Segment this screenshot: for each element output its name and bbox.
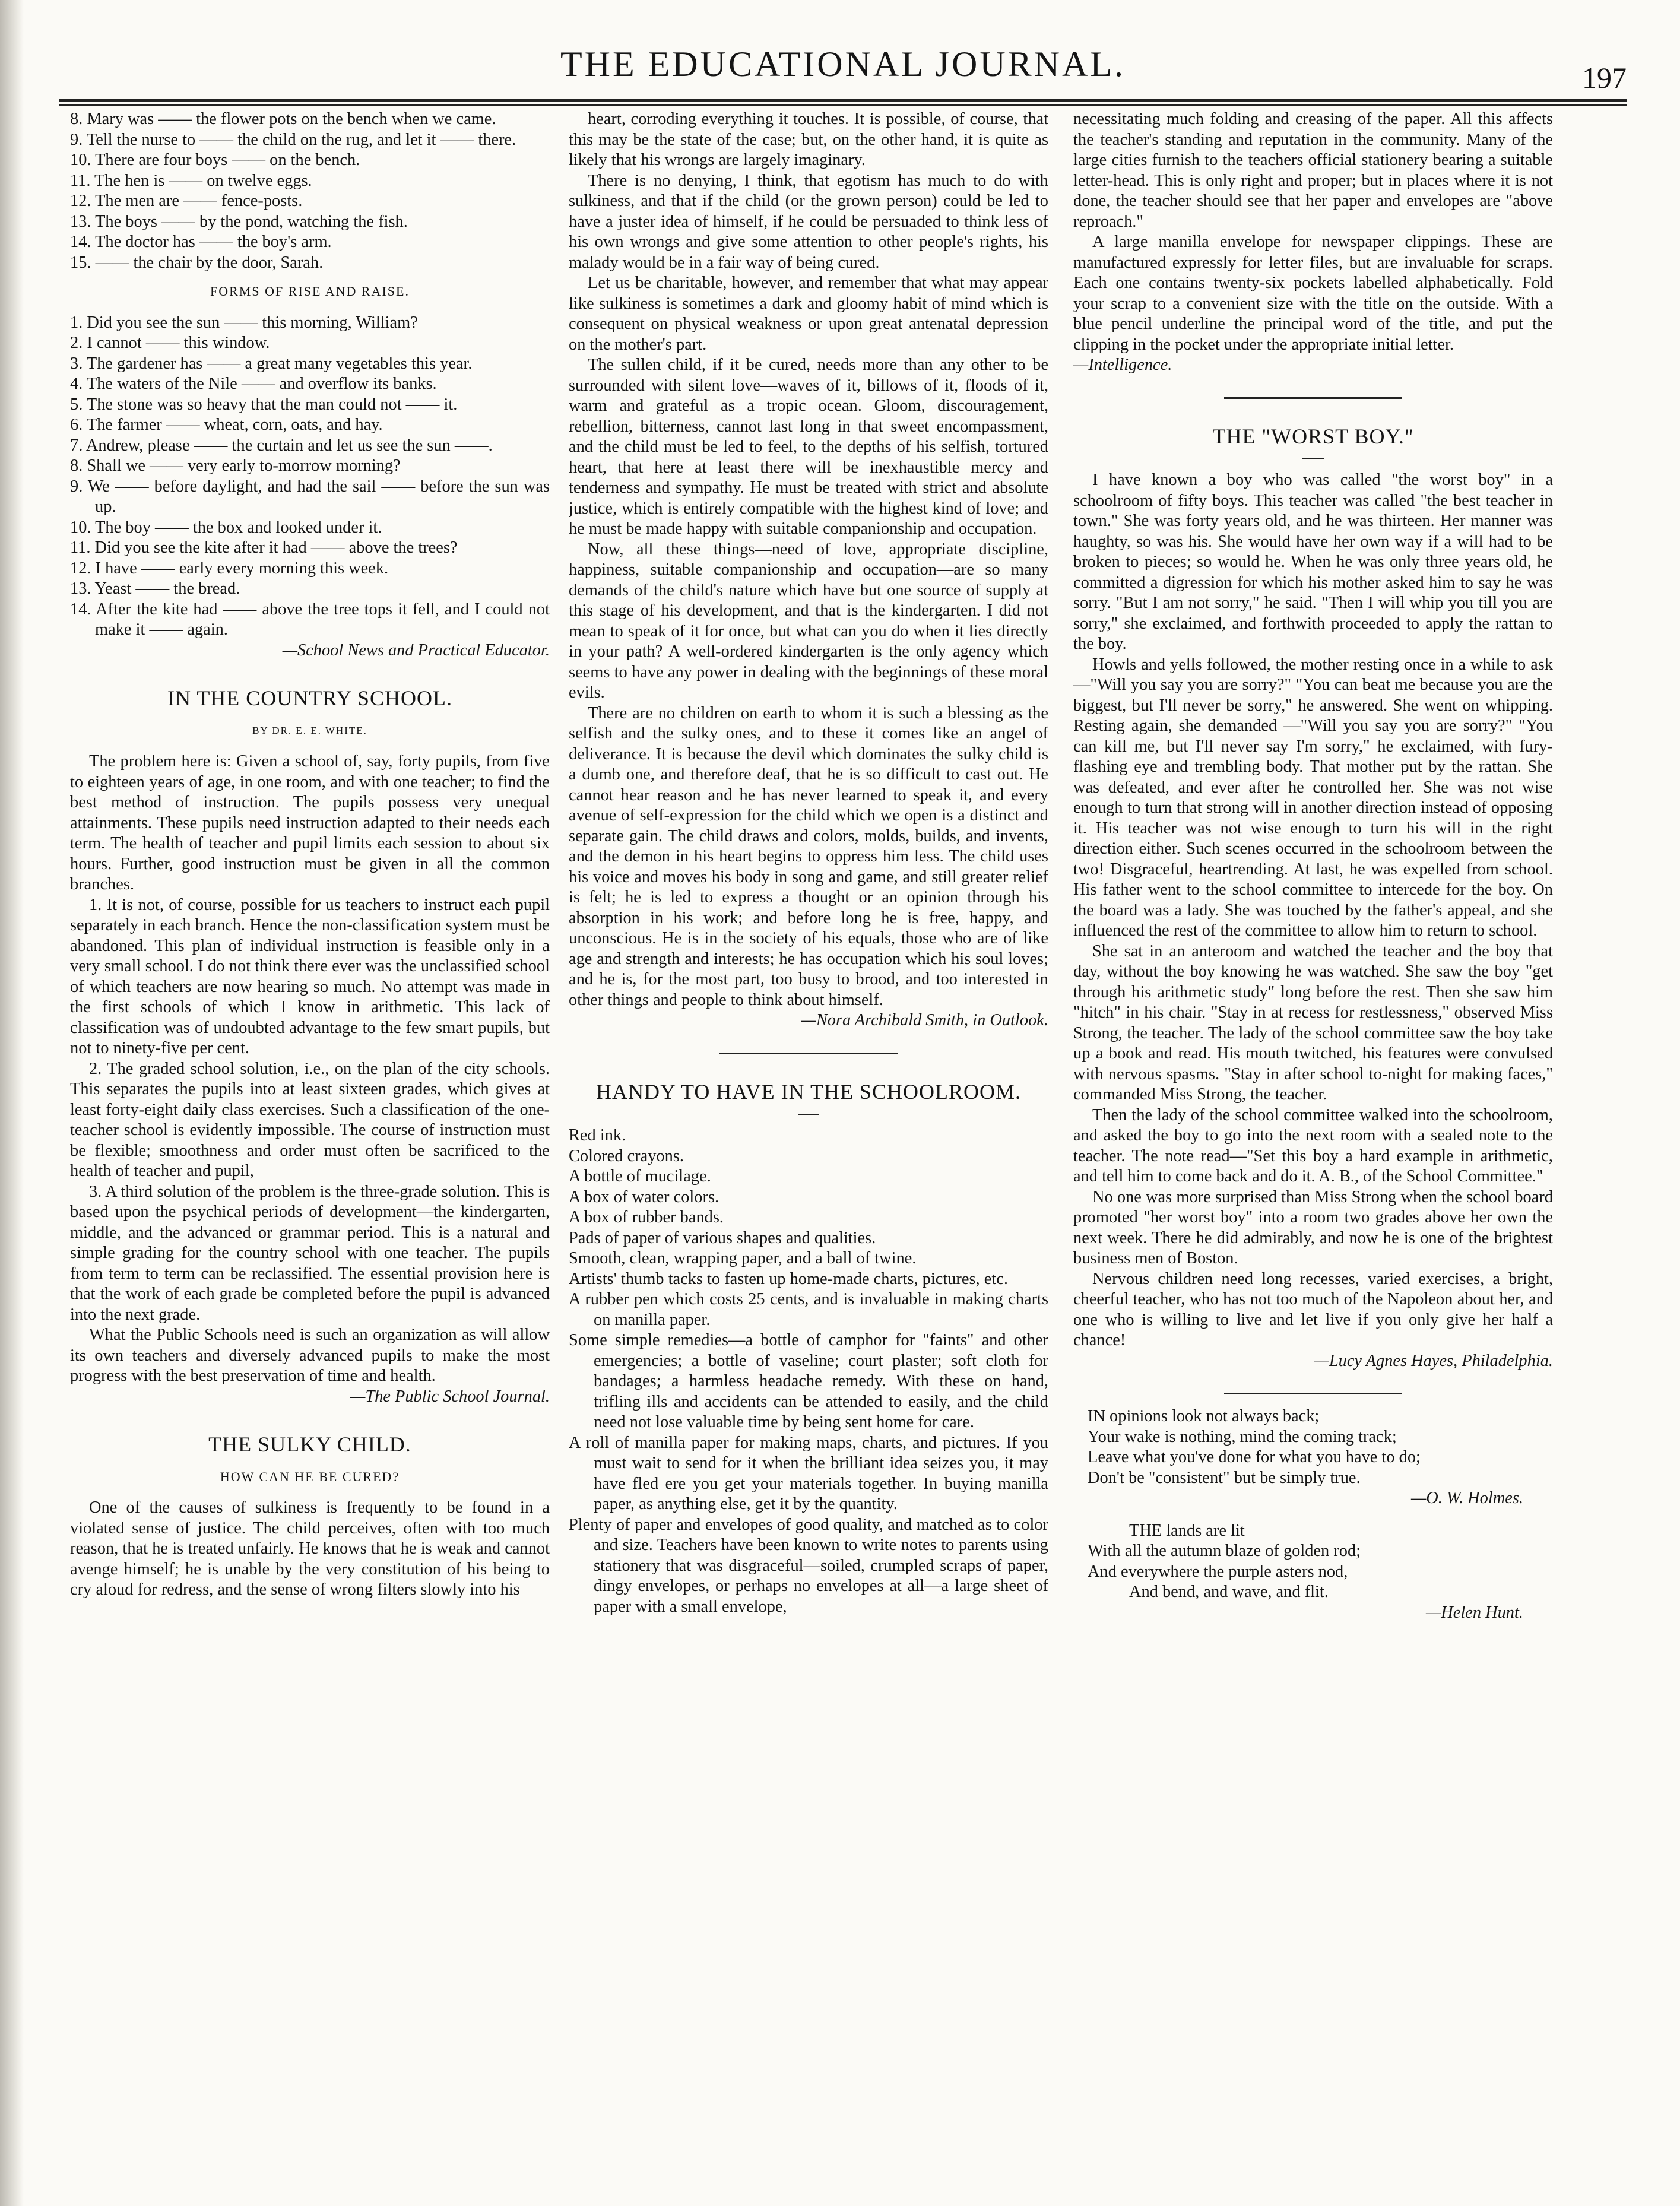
exercise-item: 10. There are four boys —— on the bench. [70, 151, 360, 169]
poem-holmes [1073, 1406, 1553, 1509]
exercise-item: 1. Did you see the sun —— this morning, William? [70, 313, 418, 332]
title-dash [798, 1114, 819, 1115]
handy-item: Smooth, clean, wrapping paper, and a ball of twine. [569, 1249, 917, 1267]
country-school-title: IN THE COUNTRY SCHOOL. [167, 686, 452, 710]
column-2 [569, 109, 1048, 2169]
sulky-child-source: —Nora Archibald Smith, in Outlook. [801, 1011, 1048, 1029]
paragraph: What the Public Schools need is such an organization as will allow its own teachers and diversely advanced pupils to make the most progress with the best preservation of time and health. [70, 1326, 550, 1385]
poem-line: Your wake is nothing, mind the coming track; [1088, 1427, 1397, 1446]
column-3 [1073, 109, 1553, 2169]
handy-continuation: necessitating much folding and creasing of the paper. All this affects the teacher's standing and reputation in the community. Many of the large cities furnish to the teachers official stationery bearing a suitable letter-head. This is only right and proper; but in places where it is not done, the teacher should see that her paper and envelopes are "above reproach." [1073, 110, 1553, 231]
exercise-item: 13. The boys —— by the pond, watching the fish. [70, 212, 408, 231]
handy-item: Colored crayons. [569, 1146, 684, 1165]
forms-heading: FORMS OF RISE AND RAISE. [210, 284, 410, 299]
exercise-item: 3. The gardener has —— a great many vegetables this year. [70, 354, 473, 373]
exercise-item: 12. The men are —— fence-posts. [70, 192, 303, 210]
poem-author: —Helen Hunt. [1425, 1603, 1523, 1622]
exercise-item: 11. Did you see the kite after it had —— above the trees? [70, 538, 458, 557]
handy-item: Plenty of paper and envelopes of good quality, and matched as to color and size. Teachers have been known to write notes to parents using stationery that was disgraceful—soiled, crumpled scraps of paper, dingy envelopes, or perhaps no envelopes at all—a large sheet of paper with a small envelope, [569, 1515, 1048, 1616]
worst-boy-source: —Lucy Agnes Hayes, Philadelphia. [1314, 1351, 1553, 1370]
sulky-child-title: THE SULKY CHILD. [208, 1432, 411, 1456]
section-separator [719, 1053, 898, 1054]
paragraph: She sat in an anteroom and watched the teacher and the boy that day, without the boy knowing he was watched. She saw the boy "get through his arithmetic study" long before the rest. Then she saw him "hitch" in his chair. "Stay in at recess for restlessness," observed Miss Strong, the teacher. The lady of the school committee saw the boy take up a book and read. His mouth twitched, his features were convulsed with nervous spasms. "Stay in after school to-night for making faces," commanded Miss Strong, the teacher. [1073, 942, 1553, 1104]
sulky-child-subtitle: HOW CAN HE BE CURED? [220, 1469, 400, 1484]
exercise-item: 11. The hen is —— on twelve eggs. [70, 171, 312, 190]
paragraph: Howls and yells followed, the mother resting once in a while to ask—"Will you say you are sorry?" "You can beat me because you are the biggest, but I'll never be sorry," he answered. She went on whipping. Resting again, she demanded —"Will you say you are sorry?" "You can kill me, but I'll never say I'm sorry," he exclaimed, with fury-flashing eye and trembling body. That mother put by the rattan. She was defeated, and ever after he controlled her. She was not wise enough to turn that strong will in another direction instead of opposing it. His teacher was not wise enough to turn his will in the right direction either. Such scenes occurred in the schoolroom between the two! Disgraceful, heartrending. At last, he was expelled from school. His father went to the school committee to intercede for the boy. On the board was a lady. She was touched by the father's appeal, and she influenced the rest of the committee to allow him to return to school. [1073, 655, 1553, 940]
handy-item: A roll of manilla paper for making maps, charts, and pictures. If you must wait to send for it when the brilliant idea seizes you, it may have fled ere you get your materials together. In buying manilla paper, as anything else, get it by the quantity. [569, 1433, 1048, 1513]
page-number: 197 [1582, 61, 1627, 94]
exercise-item: 15. —— the chair by the door, Sarah. [70, 253, 324, 272]
poem-author: —O. W. Holmes. [1410, 1489, 1523, 1507]
handy-list [569, 1126, 1048, 1617]
exercise-item: 10. The boy —— the box and looked under it. [70, 518, 382, 537]
exercise-item: 14. After the kite had —— above the tree tops it fell, and I could not make it —— again. [70, 600, 550, 639]
paragraph: There is no denying, I think, that egotism has much to do with sulkiness, and that if the child (or the grown person) could be led to have a juster idea of himself, if he could be persuaded to think less of his own wrongs and give some attention to other people's rights, his malady would be in a fair way of being cured. [569, 171, 1048, 272]
handy-item: Pads of paper of various shapes and qualities. [569, 1228, 876, 1247]
exercise-item: 14. The doctor has —— the boy's arm. [70, 233, 332, 251]
handy-item: A box of water colors. [569, 1187, 719, 1206]
paragraph: No one was more surprised than Miss Strong when the school board promoted "her worst boy" into a room two grades above her own the next week. There he did admirably, and now he is one of the brightest business men of Boston. [1073, 1187, 1553, 1267]
paragraph: 2. The graded school solution, i.e., on the plan of the city schools. This separates the pupils into at least sixteen grades, which gives at least forty-eight daily class exercises. Such a classification of the one-teacher school is evidently impossible. The course of instruction must be flexible; smoothness and order must often be sacrificed to the health of teacher and pupil, [70, 1059, 550, 1180]
country-school-body [70, 752, 550, 1387]
handy-envelope-paragraph: A large manilla envelope for newspaper clippings. These are manufactured expressly for letter files, but are invaluable for scraps. Each one contains twenty-six pockets labelled alphabetically. Fold your scrap to a convenient size with the title on the outside. With a blue pencil underline the principal word of the title, and put the clipping in the pocket under the appropriate initial letter. [1073, 233, 1553, 354]
paragraph: The sullen child, if it be cured, needs more than any other to be surrounded with silent love—waves of it, billows of it, floods of it, warm and grateful as a tropic ocean. Gloom, discouragement, rebellion, bitterness, cannot last long in that sweet encompassment, and the child must be led to feel, to the depths of his selfish, tortured heart, that here at least there will be inexhaustible mercy and tenderness and sympathy. He must be treated with strict and absolute justice, which is entirely compatible with the highest kind of love; and he must be made happy with suitable companionship and occupation. [569, 356, 1048, 538]
exercise-item: 8. Shall we —— very early to-morrow morning? [70, 457, 401, 475]
paragraph: Then the lady of the school committee walked into the schoolroom, and asked the boy to go into the next room with a sealed note to the teacher. The note read—"Set this boy a hard example in arithmetic, and tell him to come back and do it. A. B., of the School Committee." [1073, 1105, 1553, 1186]
exercise-item: 9. We —— before daylight, and had the sail —— before the sun was up. [70, 477, 550, 516]
header-rule [59, 99, 1627, 102]
handy-title: HANDY TO HAVE IN THE SCHOOLROOM. [595, 1079, 1022, 1104]
journal-title: THE EDUCATIONAL JOURNAL. [560, 45, 1126, 84]
exercise-item: 4. The waters of the Nile —— and overflow its banks. [70, 375, 437, 393]
handy-item: A rubber pen which costs 25 cents, and is invaluable in making charts on manilla paper. [569, 1290, 1048, 1329]
section-separator [1224, 1393, 1402, 1394]
handy-source: —Intelligence. [1073, 356, 1172, 374]
paragraph: I have known a boy who was called "the worst boy" in a schoolroom of fifty boys. This teacher was called "the best teacher in town." She was forty years old, and he was thirteen. Her manner was haughty, so was his. She would have her own way if a will had to be broken to pieces; so would he. When he was only three years old, he committed a digression for which his mother asked him to say he was sorry. "But I am not sorry," he said. "Then I will whip you till you are sorry," she exclaimed, and forthwith proceeded to apply the rattan to the boy. [1073, 471, 1553, 653]
worst-boy-body [1073, 470, 1553, 1351]
paragraph: 3. A third solution of the problem is the three-grade solution. This is based upon the psychical periods of development—the kindergarten, middle, and the advanced or grammar period. This is a natural and simple grading for the country school with one teacher. The pupils from term to term can be reclassified. The essential provision here is that the work of each grade be completed before the pupil is advanced into the next grade. [70, 1182, 550, 1324]
country-school-source: —The Public School Journal. [350, 1387, 550, 1406]
sulky-child-body [569, 109, 1048, 1010]
exercise-item: 9. Tell the nurse to —— the child on the rug, and let it —— there. [70, 130, 516, 149]
country-school-byline: BY DR. E. E. WHITE. [252, 724, 367, 736]
exercise-item: 5. The stone was so heavy that the man could not —— it. [70, 395, 458, 414]
handy-item: Red ink. [569, 1126, 626, 1145]
handy-item: Some simple remedies—a bottle of camphor for "faints" and other emergencies; a bottle of vaseline; court plaster; soft cloth for bandages; a harmless headache remedy. With these on hand, trifling ills and accidents can be attended to easily, and the child need not lose valuable time by being sent home for care. [569, 1331, 1048, 1431]
column-1 [70, 109, 550, 2169]
sulky-child-paragraph: One of the causes of sulkiness is frequently to be found in a violated sense of justice. The child perceives, often with too much reason, that he is treated unfairly. He knows that he is weak and cannot avenge himself; he is unable by the very constitution of his being to cry aloud for redress, and the sense of wrong filters slowly into his [70, 1498, 550, 1599]
poem-line: Leave what you've done for what you have to do; [1088, 1448, 1421, 1466]
scan-edge-shadow [0, 0, 24, 2206]
poem-line: And everywhere the purple asters nod, [1088, 1562, 1348, 1581]
paragraph: Let us be charitable, however, and remember that what may appear like sulkiness is sometimes a dark and gloomy habit of mind which is consequent on physical weakness or upon great antenatal depression on the mother's part. [569, 274, 1048, 354]
exercise-item: 8. Mary was —— the flower pots on the bench when we came. [70, 110, 496, 128]
exercise-list-lie-lay [70, 109, 550, 273]
handy-item: A bottle of mucilage. [569, 1167, 711, 1186]
poem-line: THE lands are lit [1129, 1521, 1245, 1540]
poem-line: Don't be "consistent" but be simply true. [1088, 1468, 1361, 1487]
handy-item: Artists' thumb tacks to fasten up home-made charts, pictures, etc. [569, 1269, 1008, 1288]
poem-hunt [1073, 1521, 1553, 1624]
paragraph: There are no children on earth to whom it is such a blessing as the selfish and the sulky ones, and to these it comes like an angel of deliverance. It is because the devil which dominates the sulky child is a dumb one, and therefore deaf, that he is so difficult to cast out. He cannot hear reason and he has never learned to speak it, and every avenue of self-expression for the child which we open is a distinct and separate gain. The child draws and colors, molds, builds, and invents, and the demon in his heart begins to oppress him less. The child uses his voice and moves his body in song and game, and still greater relief is felt; he is led to express a thought or an opinion through his absorption in his work; and before long he is free, happy, and unconscious. He is in the society of his equals, those who are of like age and strength and interests; he has occupation which his soul loves; and he is, for the most part, too busy to brood, and too interested in other things and people to think about himself. [569, 703, 1048, 1009]
poem-line: And bend, and wave, and flit. [1129, 1583, 1329, 1601]
paragraph: 1. It is not, of course, possible for us teachers to instruct each pupil separately in each branch. Hence the non-classification system must be abandoned. This plan of individual instruction is feasible only in a very small school. I do not think there ever was the unclassified school of which teachers are now hearing so much. No attempt was made in the first schools of which I know in arithmetic. This lack of classification was of undoubted advantage to the few smart pupils, but not to ninety-five per cent. [70, 895, 550, 1057]
title-dash [1302, 458, 1324, 459]
header-rule-thin [59, 104, 1627, 106]
paragraph: Now, all these things—need of love, appropriate discipline, happiness, suitable companionship and occupation—are so many demands of the child's nature which have but one source of supply at this stage of his development, and that is the kindergarten. I did not mean to speak of it for once, but what can you do when it lies directly in your path? A well-ordered kindergarten is the only agency which seems to have any power in dealing with the beginnings of these moral evils. [569, 540, 1048, 702]
handy-item: A box of rubber bands. [569, 1208, 724, 1226]
exercise-item: 13. Yeast —— the bread. [70, 579, 240, 598]
exercise-list-rise-raise [70, 313, 550, 641]
worst-boy-title: THE "WORST BOY." [1212, 424, 1414, 448]
exercise-item: 2. I cannot —— this window. [70, 334, 270, 352]
masthead [59, 24, 1627, 113]
exercise-item: 6. The farmer —— wheat, corn, oats, and hay. [70, 416, 383, 434]
paragraph: heart, corroding everything it touches. It is possible, of course, that this may be the state of the case; but, on the other hand, it is quite as likely that his wrongs are largely imaginary. [569, 110, 1048, 169]
section-separator [1224, 397, 1402, 399]
exercise-item: 7. Andrew, please —— the curtain and let us see the sun ——. [70, 436, 493, 455]
poem-line: IN opinions look not always back; [1088, 1407, 1320, 1425]
paragraph: The problem here is: Given a school of, say, forty pupils, from five to eighteen years of age, in one room, and with one teacher; to find the best method of instruction. The pupils possess very unequal attainments. These pupils need instruction adapted to their needs each term. The health of teacher and pupil limits each session to about six hours. Further, good instruction must be given in all the common branches. [70, 752, 550, 893]
paragraph: Nervous children need long recesses, varied exercises, a bright, cheerful teacher, who has not too much of the Napoleon about her, and one who is willing to live and let live if you only give her half a chance! [1073, 1269, 1553, 1349]
poem-line: With all the autumn blaze of golden rod; [1088, 1542, 1361, 1560]
exercise-item: 12. I have —— early every morning this week. [70, 559, 389, 578]
exercises-source: —School News and Practical Educator. [282, 641, 550, 660]
